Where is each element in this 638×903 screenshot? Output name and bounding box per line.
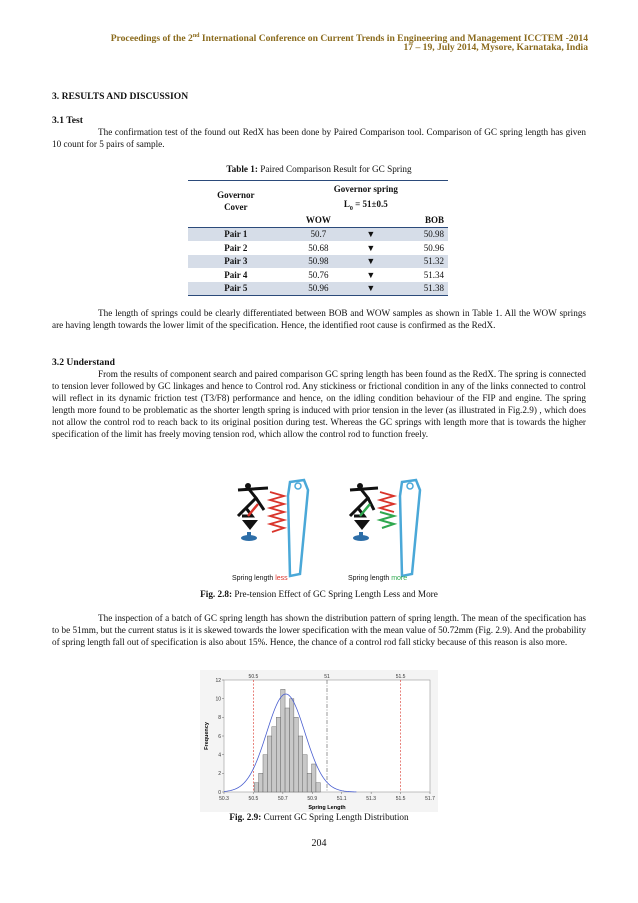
x-axis-label: Spring Length xyxy=(308,805,346,811)
spec-reference-label: 51 xyxy=(324,674,330,680)
right-lever-pivot xyxy=(407,483,413,489)
right-lever xyxy=(400,480,420,576)
table-row xyxy=(188,282,448,296)
fig28-caption xyxy=(0,589,638,599)
histogram-bar xyxy=(285,708,289,792)
header-line1: Proceedings of the 2 xyxy=(110,33,193,45)
y-tick-label: 12 xyxy=(215,677,221,684)
histogram-bar xyxy=(307,773,311,792)
row-marker: ▼ xyxy=(353,255,389,269)
row-bob: 51.34 xyxy=(423,269,444,280)
col-head-cover: Cover xyxy=(224,202,248,212)
page-number: 204 xyxy=(311,838,327,849)
row-marker: ▼ xyxy=(366,269,376,280)
spring-length-histogram xyxy=(200,670,438,812)
row-bob: 50.98 xyxy=(389,227,448,241)
spec-head xyxy=(284,197,448,213)
histogram-bar xyxy=(276,717,280,792)
group-head: Governor spring xyxy=(333,184,398,194)
row-wow: 50.98 xyxy=(284,255,353,269)
x-tick-label: 50.9 xyxy=(307,796,318,802)
histogram-bar xyxy=(316,783,320,792)
fig29-caption xyxy=(0,812,638,822)
left-tension-figure xyxy=(238,483,268,541)
row-marker: ▼ xyxy=(353,282,389,296)
x-tick-label: 50.5 xyxy=(248,796,259,802)
col-head-governor-cover xyxy=(188,181,284,214)
fig29-caption-text: Current GC Spring Length Distribution xyxy=(261,812,409,822)
label-spring-less: Spring length less xyxy=(232,575,288,582)
table-discussion-paragraph: The length of springs could be clearly differentiated between BOB and WOW samples as shown in Table 1. All the WOW springs are having length towards the lower limit of the specification. Hence, the identified root cause is confirmed as the RedX. xyxy=(52,308,586,330)
header-sup: nd xyxy=(192,33,200,39)
row-pair: Pair 3 xyxy=(188,255,284,269)
x-tick-label: 51.1 xyxy=(336,796,347,802)
table-row xyxy=(188,241,448,255)
row-pair: Pair 4 xyxy=(224,269,248,280)
histogram-bar xyxy=(298,736,302,792)
row-wow: 50.7 xyxy=(284,227,353,241)
fig29-caption-label: Fig. 2.9: xyxy=(229,812,262,822)
label-spring-more: Spring length more xyxy=(348,575,408,582)
y-tick-label: 10 xyxy=(215,696,221,703)
right-tension-figure xyxy=(350,483,378,541)
table1-caption xyxy=(0,164,638,174)
table-row xyxy=(188,268,448,282)
x-tick-label: 50.3 xyxy=(219,796,229,802)
subsection-test-title: 3.1 Test xyxy=(52,115,83,126)
right-spring-bottom xyxy=(380,512,394,528)
left-lever-pivot xyxy=(295,483,301,489)
x-tick-label: 51.3 xyxy=(366,796,377,802)
histogram-bar xyxy=(312,764,316,792)
spec-sub: 0 xyxy=(349,205,353,212)
histogram-bar xyxy=(303,755,307,792)
row-pair: Pair 5 xyxy=(188,282,284,296)
row-bob: 51.32 xyxy=(389,255,448,269)
blank-head xyxy=(188,213,284,227)
subsection-understand-title: 3.2 Understand xyxy=(52,357,115,368)
y-tick-label: 2 xyxy=(218,771,221,778)
right-spring-top xyxy=(380,492,394,512)
spec-letter: L xyxy=(343,198,350,209)
histogram-bar xyxy=(272,727,276,792)
row-pair: Pair 2 xyxy=(224,242,248,253)
running-header-dates: 17 – 19, July 2014, Mysore, Karnataka, India xyxy=(403,42,588,53)
paired-comparison-table xyxy=(188,180,448,296)
y-tick-label: 6 xyxy=(218,733,221,740)
spec-reference-label: 50.5 xyxy=(248,674,259,680)
y-tick-label: 4 xyxy=(218,752,221,759)
y-tick-label: 0 xyxy=(218,789,221,796)
row-wow: 50.76 xyxy=(308,269,329,280)
histogram-bar xyxy=(289,699,293,792)
pretension-illustration xyxy=(228,476,444,586)
x-tick-label: 51.5 xyxy=(395,796,406,802)
section-title: 3. RESULTS AND DISCUSSION xyxy=(52,91,189,102)
row-pair: Pair 1 xyxy=(188,227,284,241)
row-bob: 50.96 xyxy=(423,242,444,253)
understand-paragraph: From the results of component search and paired comparison GC spring length has been found as the RedX. The spring is connected to tension lever followed by GC linkages and hence to Control rod. Any stickiness or frictional condition in any of the links connected to control will reflect in its dynamic friction test (T3/F8) performance and hence, on the idling condition behaviour of the FIP and engine. The spring length more found to be problematic as the shorter length spring is induced with prior tension in the lever (as illustrated in Fig.2.9) , which does not allow the control rod to reach back to its original position during test. Whereas the GC springs with length more that is towards the higher specification of the limit has freely moving tension rod, which allow the control rod to function freely. xyxy=(52,369,586,439)
row-bob: 51.38 xyxy=(389,282,448,296)
spec-value: = 51±0.5 xyxy=(352,198,388,209)
row-marker: ▼ xyxy=(366,242,376,253)
row-marker: ▼ xyxy=(353,227,389,241)
table1-caption-label: Table 1: xyxy=(226,164,258,174)
marker-head xyxy=(353,213,389,227)
histogram-bar xyxy=(259,773,263,792)
left-lever xyxy=(288,480,308,576)
test-paragraph: The confirmation test of the found out RedX has been done by Paired Comparison tool. Comparison of GC spring length has given 10 count for 5 pairs of sample. xyxy=(52,127,586,149)
histogram-bar xyxy=(281,689,285,792)
x-tick-label: 50.7 xyxy=(277,796,288,802)
header-line1-rest: International Conference on Current Trends in Engineering and Management ICCTEM -2014 xyxy=(199,33,588,45)
x-tick-label: 51.7 xyxy=(425,796,435,802)
y-axis-label: Frequency xyxy=(204,722,210,750)
y-tick-label: 8 xyxy=(218,715,221,722)
table-row xyxy=(188,255,448,269)
histogram-bar xyxy=(294,717,298,792)
wow-head: WOW xyxy=(305,214,331,225)
row-wow: 50.68 xyxy=(308,242,329,253)
fig28-caption-label: Fig. 2.8: xyxy=(200,589,233,599)
inspection-paragraph: The inspection of a batch of GC spring length has shown the distribution pattern of spring length. The mean of the specification has to be 51mm, but the current status is it is skewed towards the lower specification with the mean value of 50.72mm (Fig. 2.9). And the probability of spring length fall out of specification is also about 15%. Hence, the chance of a control rod fall sticky because of this reason is also more. xyxy=(52,613,586,647)
fig28-caption-text: Pre-tension Effect of GC Spring Length Less and More xyxy=(232,589,438,599)
row-wow: 50.96 xyxy=(284,282,353,296)
left-spring xyxy=(270,492,284,532)
bob-head: BOB xyxy=(424,214,444,225)
histogram-bar xyxy=(267,736,271,792)
histogram-bar xyxy=(263,755,267,792)
col-head-governor: Governor xyxy=(217,190,255,200)
spec-reference-label: 51.5 xyxy=(395,674,406,680)
table1-caption-text: Paired Comparison Result for GC Spring xyxy=(257,164,412,174)
table-row xyxy=(188,227,448,241)
histogram-bar xyxy=(254,783,258,792)
